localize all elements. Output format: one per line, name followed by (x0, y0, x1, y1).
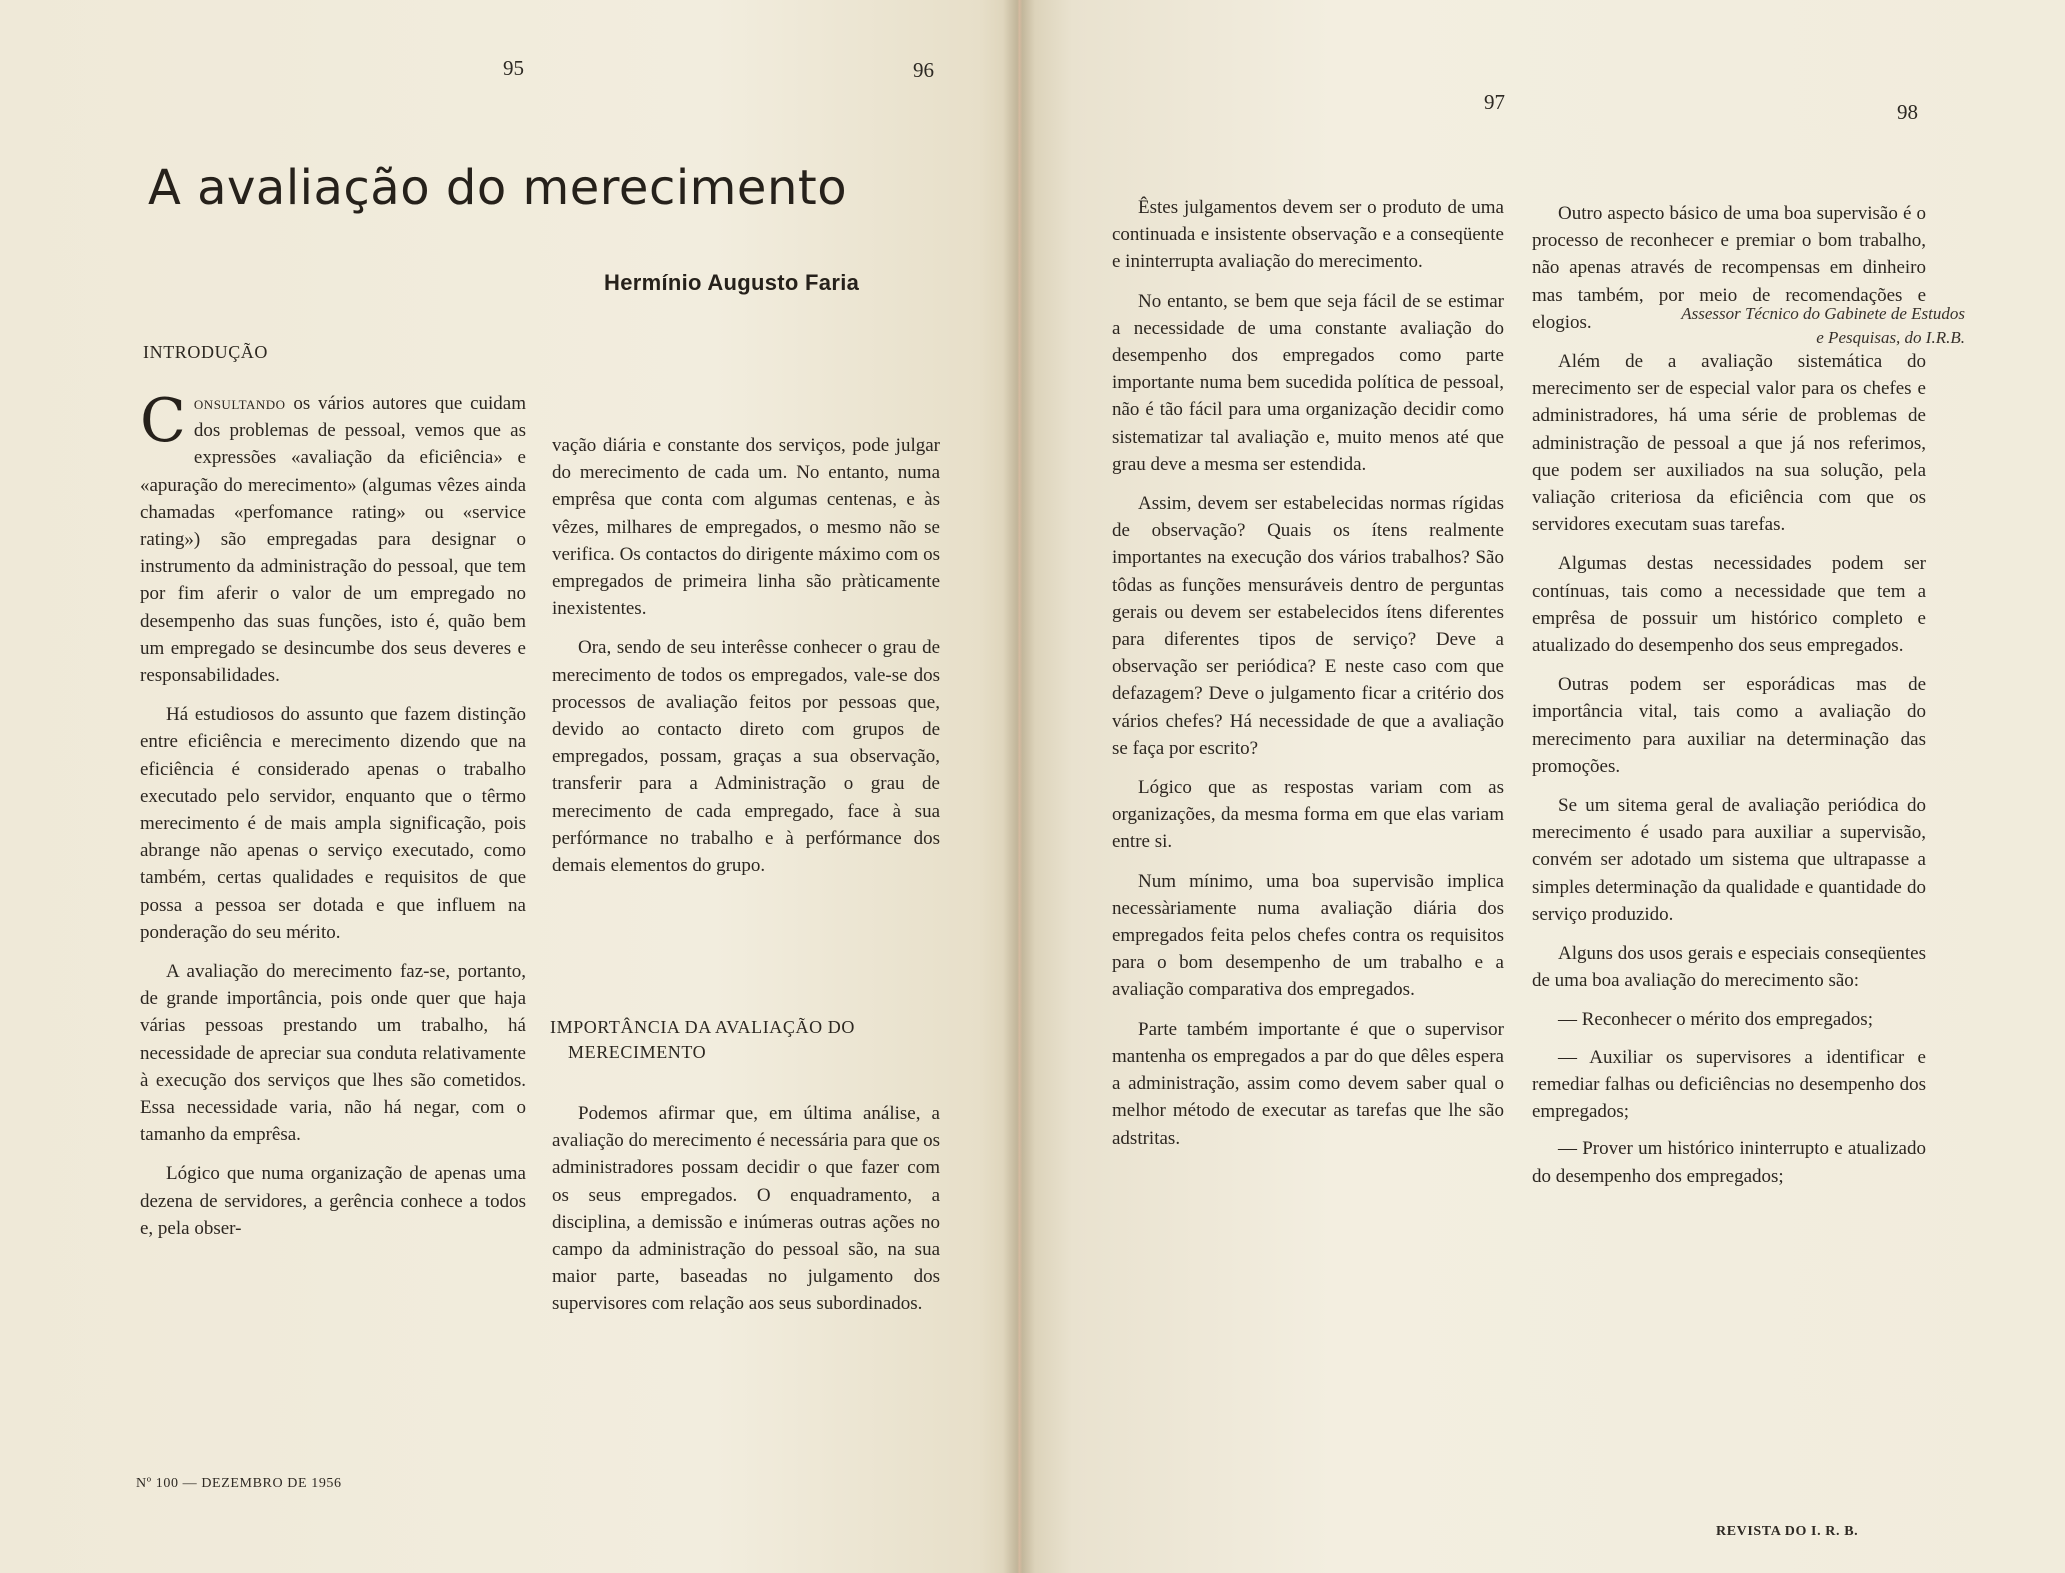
section-heading-introducao: INTRODUÇÃO (143, 342, 268, 362)
paragraph-text: os vários autores que cuidam dos problemas de pessoal, vemos que as expressões «avaliação da eficiência» e «apuração do merecimento» (algumas vêzes ainda chamadas «perfomance rating» ou «service rating») são empregadas para designar o instrumento da administração do pessoal, que tem por fim aferir o valor de um empregado no desempenho das suas funções, isto é, quão bem um empregado se desincumbe dos seus deveres e responsabilidades. (140, 393, 526, 687)
paragraph: A avaliação do merecimento faz-se, portanto, de grande importância, pois onde quer que haja várias pessoas prestando um trabalho, há necessidade de apreciar sua conduta relativamente à execução dos serviços que lhes são cometidos. Essa necessidade varia, não há negar, com o tamanho da emprêsa. (140, 961, 526, 1146)
drop-cap: C (140, 386, 186, 456)
page-number-95: 95 (503, 56, 524, 80)
page-number-96: 96 (913, 58, 934, 82)
footer-magazine-name: REVISTA DO I. R. B. (1716, 1524, 1859, 1539)
paragraph: Lógico que numa organização de apenas uma dezena de servidores, a gerência conhece a todos e, pela obser- (140, 1163, 526, 1239)
book-gutter (1003, 0, 1035, 1573)
list-item: — Prover um histórico ininterrupto e atualizado do desempenho dos empregados; (1532, 1138, 1926, 1187)
paragraph: Assim, devem ser estabelecidas normas rígidas de observação? Quais os ítens realmente importantes na execução dos vários trabalhos? São tôdas as funções mensuráveis dentro de perguntas gerais ou devem ser estabelecidos ítens diferentes para diferentes tipos de serviço? Deve a observação ser periódica? E neste caso com que defazagem? Deve o julgamento ficar a critério dos vários chefes? Há necessidade de que a avaliação se faça por escrito? (1112, 493, 1504, 759)
page-number-98: 98 (1897, 100, 1918, 124)
paragraph: Êstes julgamentos devem ser o produto de uma continuada e insistente observação e a conseqüente e ininterrupta avaliação do merecimento. (1112, 197, 1504, 273)
paragraph: Alguns dos usos gerais e especiais conseqüentes de uma boa avaliação do merecimento são: (1532, 943, 1926, 992)
page-number-97: 97 (1484, 90, 1505, 114)
heading-line-2: MERECIMENTO (568, 1042, 707, 1062)
affiliation-line-1: Assessor Técnico do Gabinete de Estudos (1681, 304, 1965, 323)
paragraph: vação diária e constante dos serviços, pode julgar do merecimento de cada um. No entanto, numa emprêsa que conta com algumas centenas, e às vêzes, milhares de empregados, o mesmo não se verifica. Os contactos do dirigente máximo com os empregados de primeira linha são pràticamente inexistentes. (552, 435, 940, 620)
list-item: — Reconhecer o mérito dos empregados; (1558, 1009, 1873, 1031)
paragraph: Lógico que as respostas variam com as organizações, da mesma forma em que elas variam entre si. (1112, 777, 1504, 853)
paragraph: Podemos afirmar que, em última análise, a avaliação do merecimento é necessária para que os administradores possam decidir o que fazer com os seus empregados. O enquadramento, a disciplina, a demissão e inúmeras outras ações no campo da administração do pessoal são, na sua maior parte, baseadas no julgamento dos supervisores com relação aos seus subordinados. (552, 1103, 940, 1315)
paragraph: Se um sitema geral de avaliação periódica do merecimento é usado para auxiliar a supervisão, convém ser adotado um sistema que ultrapasse a simples determinação da qualidade e quantidade do serviço produzido. (1532, 795, 1926, 925)
article-title: A avaliação do merecimento (148, 160, 848, 216)
heading-line-1: IMPORTÂNCIA DA AVALIAÇÃO DO (550, 1017, 855, 1037)
affiliation-line-2: e Pesquisas, do I.R.B. (1816, 328, 1965, 347)
paragraph: Ora, sendo de seu interêsse conhecer o grau de merecimento de todos os empregados, vale-se dos processos de avaliação feitos por pessoas que, devido ao contacto direto com grupos de empregados, possam, graças a sua observação, transferir para a Administração o grau de merecimento de cada empregado, face à sua perfórmance no trabalho e à perfórmance dos demais elementos do grupo. (552, 637, 940, 877)
column-page-95 (140, 386, 526, 1254)
paragraph: Há estudiosos do assunto que fazem distinção entre eficiência e merecimento dizendo que na eficiência é considerado apenas o trabalho executado pelo servidor, enquanto que o têrmo merecimento é de mais ampla significação, pois abrange não apenas o serviço executado, como também, certas qualidades e requisitos de que possa a pessoa ser dotada e que influem na ponderação do seu mérito. (140, 704, 526, 943)
paragraph: Outras podem ser esporádicas mas de importância vital, tais como a avaliação do merecimento para auxiliar na determinação das promoções. (1532, 674, 1926, 777)
paragraph: Parte também importante é que o supervisor mantenha os empregados a par do que dêles espera a administração, assim como devem saber qual o melhor método de executar as tarefas que lhe são adstritas. (1112, 1018, 1504, 1149)
column-page-96-lower (552, 1100, 940, 1330)
column-page-98 (1532, 200, 1926, 1200)
paragraph: Além de a avaliação sistemática do merecimento ser de especial valor para os chefes e administradores, há uma série de problemas de administração de pessoal a que já nos referimos, que podem ser auxiliados na sua solução, pela valiação criteriosa da eficiência com que os servidores executam suas tarefas. (1532, 351, 1926, 536)
footer-issue-date: Nº 100 — DEZEMBRO DE 1956 (136, 1476, 342, 1491)
paragraph: Num mínimo, uma boa supervisão implica necessàriamente numa avaliação diária dos empregados feita pelos chefes contra os requisitos para o bom desempenho de um trabalho e a avaliação comparativa dos empregados. (1112, 870, 1504, 1001)
column-page-96 (552, 432, 940, 891)
lead-word: onsultando (193, 393, 286, 414)
list-item: — Auxiliar os supervisores a identificar e remediar falhas ou deficiências no desempenho dos empregados; (1532, 1046, 1926, 1123)
paragraph (140, 386, 526, 689)
column-page-97 (1112, 194, 1504, 1164)
paragraph: No entanto, se bem que seja fácil de se estimar a necessidade de uma constante avaliação do desempenho dos empregados como parte importante numa bem sucedida política de pessoal, não é tão fácil para uma organização decidir como sistematizar tal avaliação e, muito menos até que grau deve a mesma ser estendida. (1112, 290, 1504, 475)
author-name: Hermínio Augusto Faria (604, 270, 860, 295)
section-heading-importancia (550, 1015, 940, 1065)
paragraph: Outro aspecto básico de uma boa supervisão é o processo de reconhecer e premiar o bom trabalho, não apenas através de recompensas em dinheiro mas também, por meio de recomendações e elogios. (1532, 203, 1926, 333)
paragraph: Algumas destas necessidades podem ser contínuas, tais como a necessidade que tem a emprêsa de possuir um histórico completo e atualizado do desempenho dos seus empregados. (1532, 553, 1926, 657)
